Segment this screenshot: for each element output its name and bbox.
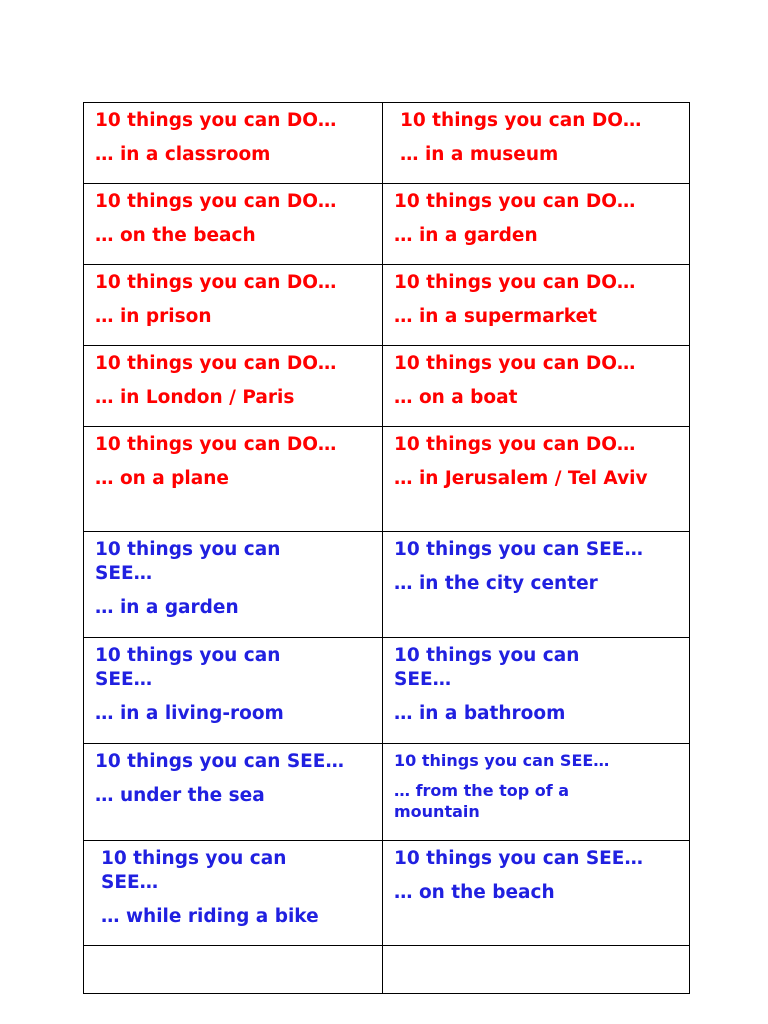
card-title: 10 things you can DO… [394, 272, 636, 293]
card [84, 427, 383, 532]
table-row [84, 184, 690, 265]
empty-row [84, 946, 690, 994]
card-place: … in a supermarket [394, 306, 597, 327]
empty-card [84, 946, 383, 994]
card-place: … while riding a bike [101, 906, 319, 927]
card [383, 184, 690, 265]
card [383, 346, 690, 427]
card-title: 10 things you can SEE… [95, 539, 281, 584]
card [383, 265, 690, 346]
card-place: … on a boat [394, 387, 518, 408]
card [84, 346, 383, 427]
card-place: … in a bathroom [394, 703, 566, 724]
card-title: 10 things you can SEE… [394, 751, 610, 770]
empty-card [383, 946, 690, 994]
table-row [84, 744, 690, 841]
card [383, 638, 690, 744]
card [84, 184, 383, 265]
card-place: … on the beach [95, 225, 256, 246]
card-title: 10 things you can SEE… [394, 848, 643, 869]
card [383, 427, 690, 532]
card [84, 638, 383, 744]
card-title: 10 things you can DO… [95, 272, 337, 293]
card [383, 841, 690, 946]
card [84, 532, 383, 638]
card-place: … on the beach [394, 882, 555, 903]
table-row [84, 103, 690, 184]
cards-table [83, 102, 690, 994]
table-row [84, 841, 690, 946]
table-row [84, 427, 690, 532]
card [383, 103, 690, 184]
card-place: … in the city center [394, 573, 598, 594]
card-place: … on a plane [95, 468, 229, 489]
card-title: 10 things you can SEE… [394, 539, 643, 560]
card-place: … in prison [95, 306, 212, 327]
card-title: 10 things you can SEE… [95, 645, 281, 690]
card [84, 265, 383, 346]
card-title: 10 things you can SEE… [101, 848, 287, 893]
card [383, 532, 690, 638]
table-row [84, 532, 690, 638]
card-title: 10 things you can SEE… [394, 645, 580, 690]
card [84, 744, 383, 841]
card-place: … from the top of a mountain [394, 781, 570, 821]
card-title: 10 things you can DO… [95, 434, 337, 455]
card-title: 10 things you can DO… [400, 110, 642, 131]
card-place: … in Jerusalem / Tel Aviv [394, 468, 648, 489]
table-row [84, 638, 690, 744]
card-place: … in a garden [394, 225, 538, 246]
card-title: 10 things you can SEE… [95, 751, 344, 772]
card [84, 841, 383, 946]
card-title: 10 things you can DO… [394, 434, 636, 455]
card-title: 10 things you can DO… [95, 191, 337, 212]
card-place: … in a living-room [95, 703, 284, 724]
card-place: … in a museum [400, 144, 559, 165]
card-place: … under the sea [95, 785, 265, 806]
card-place: … in London / Paris [95, 387, 295, 408]
card [383, 744, 690, 841]
card [84, 103, 383, 184]
card-title: 10 things you can DO… [394, 353, 636, 374]
table-row [84, 346, 690, 427]
card-place: … in a classroom [95, 144, 271, 165]
table-row [84, 265, 690, 346]
card-title: 10 things you can DO… [95, 353, 337, 374]
card-title: 10 things you can DO… [394, 191, 636, 212]
cards-sheet [83, 102, 689, 994]
card-place: … in a garden [95, 597, 239, 618]
card-title: 10 things you can DO… [95, 110, 337, 131]
